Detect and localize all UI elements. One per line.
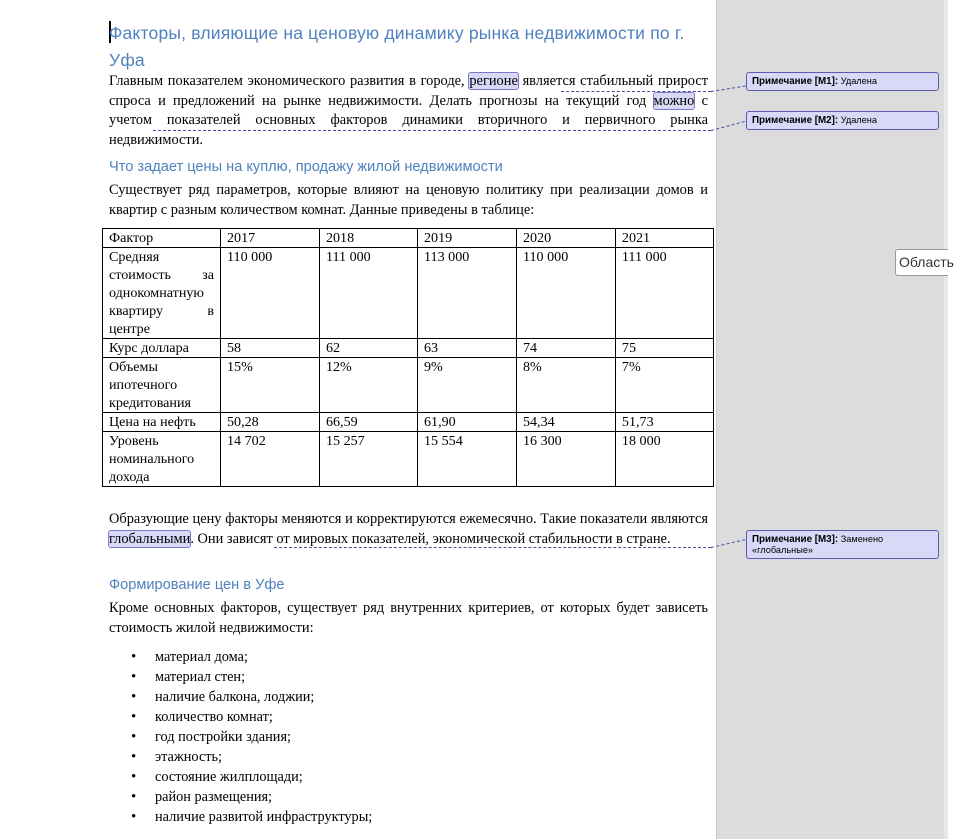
value-cell: 66,59 xyxy=(319,413,417,432)
value-cell: 51,73 xyxy=(615,413,713,432)
factors-table xyxy=(102,228,714,487)
intro-paragraph: Главным показателем экономического развития в городе, регионе является стабильный прирост спроса и предложений на рынке недвижимости. Делать прогнозы на текущий год можно с учетом показателей основных факторов динамики вторичного и первичного рынка недвижимости. xyxy=(109,73,709,148)
row-label-cell: Курс доллара xyxy=(103,339,221,358)
value-cell: 7% xyxy=(615,358,713,413)
value-cell: 50,28 xyxy=(221,413,320,432)
comment-balloon-m1[interactable]: Примечание [M1]: Удалена xyxy=(746,72,939,91)
table-intro-paragraph: Существует ряд параметров, которые влияют на ценовую политику при реализации домов и квартир с разным количеством комнат. Данные приведены в таблице: xyxy=(109,182,708,218)
scrollbar-edge xyxy=(944,0,948,839)
table-row xyxy=(103,432,714,487)
comment-anchor-m2[interactable]: можно xyxy=(653,92,695,109)
comment-connector-m2 xyxy=(153,130,711,131)
value-cell: 113 000 xyxy=(418,248,517,339)
value-cell: 54,34 xyxy=(516,413,615,432)
document-title: Факторы, влияющие на ценовую динамику рынка недвижимости по г. Уфа xyxy=(109,23,685,70)
area-tooltip: Область xyxy=(895,249,948,276)
value-cell: 75 xyxy=(615,339,713,358)
row-label-cell: Цена на нефть xyxy=(103,413,221,432)
value-cell: 16 300 xyxy=(516,432,615,487)
value-cell: 110 000 xyxy=(221,248,320,339)
table-row xyxy=(103,358,714,413)
section-heading-ufa: Формирование цен в Уфе xyxy=(109,577,285,593)
criteria-paragraph: Кроме основных факторов, существует ряд внутренних критериев, от которых будет зависеть стоимость жилой недвижимости: xyxy=(109,600,708,636)
comment-anchor-m1[interactable]: регионе xyxy=(469,73,518,89)
comment-anchor-m3[interactable]: глобальными xyxy=(109,530,191,547)
value-cell: 14 702 xyxy=(221,432,320,487)
comment-balloon-m2[interactable]: Примечание [M2]: Удалена xyxy=(746,111,939,130)
comment-balloon-m3[interactable]: Примечание [M3]: Заменено «глобальные» xyxy=(746,530,939,559)
comment-connector-m1 xyxy=(561,91,711,92)
section-heading-prices: Что задает цены на куплю, продажу жилой недвижимости xyxy=(109,159,503,175)
table-header-row xyxy=(103,229,714,248)
value-cell: 62 xyxy=(319,339,417,358)
value-cell: 58 xyxy=(221,339,320,358)
value-cell: 12% xyxy=(319,358,417,413)
header-cell-year: 2017 xyxy=(221,229,320,248)
row-label-cell: Объемы ипотечного кредитования xyxy=(103,358,221,413)
comment-connector-m3 xyxy=(274,547,711,548)
value-cell: 18 000 xyxy=(615,432,713,487)
header-cell-year: 2019 xyxy=(418,229,517,248)
value-cell: 111 000 xyxy=(615,248,713,339)
value-cell: 61,90 xyxy=(418,413,517,432)
value-cell: 63 xyxy=(418,339,517,358)
list-item: • количество комнат; xyxy=(109,707,372,727)
value-cell: 8% xyxy=(516,358,615,413)
list-item: • материал стен; xyxy=(109,667,372,687)
value-cell: 110 000 xyxy=(516,248,615,339)
value-cell: 9% xyxy=(418,358,517,413)
table-row xyxy=(103,248,714,339)
value-cell: 74 xyxy=(516,339,615,358)
row-label-cell: Средняя стоимость за однокомнатную квартиру в центре xyxy=(103,248,221,339)
list-item: • материал дома; xyxy=(109,647,372,667)
table-row xyxy=(103,413,714,432)
list-item: • наличие развитой инфраструктуры; xyxy=(109,807,372,827)
list-item: • наличие балкона, лоджии; xyxy=(109,687,372,707)
header-cell-year: 2020 xyxy=(516,229,615,248)
row-label-cell: Уровень номинального дохода xyxy=(103,432,221,487)
value-cell: 111 000 xyxy=(319,248,417,339)
list-item: • район размещения; xyxy=(109,787,372,807)
value-cell: 15% xyxy=(221,358,320,413)
table-row xyxy=(103,339,714,358)
list-item: • этажность; xyxy=(109,747,372,767)
criteria-list xyxy=(109,647,372,827)
list-item: • состояние жилплощади; xyxy=(109,767,372,787)
value-cell: 15 257 xyxy=(319,432,417,487)
header-cell-factor: Фактор xyxy=(103,229,221,248)
list-item: • год постройки здания; xyxy=(109,727,372,747)
header-cell-year: 2018 xyxy=(319,229,417,248)
header-cell-year: 2021 xyxy=(615,229,713,248)
value-cell: 15 554 xyxy=(418,432,517,487)
factors-paragraph: Образующие цену факторы меняются и корректируются ежемесячно. Такие показатели являются глобальными. Они зависят от мировых показателей, экономической стабильности в стране. xyxy=(109,511,708,547)
